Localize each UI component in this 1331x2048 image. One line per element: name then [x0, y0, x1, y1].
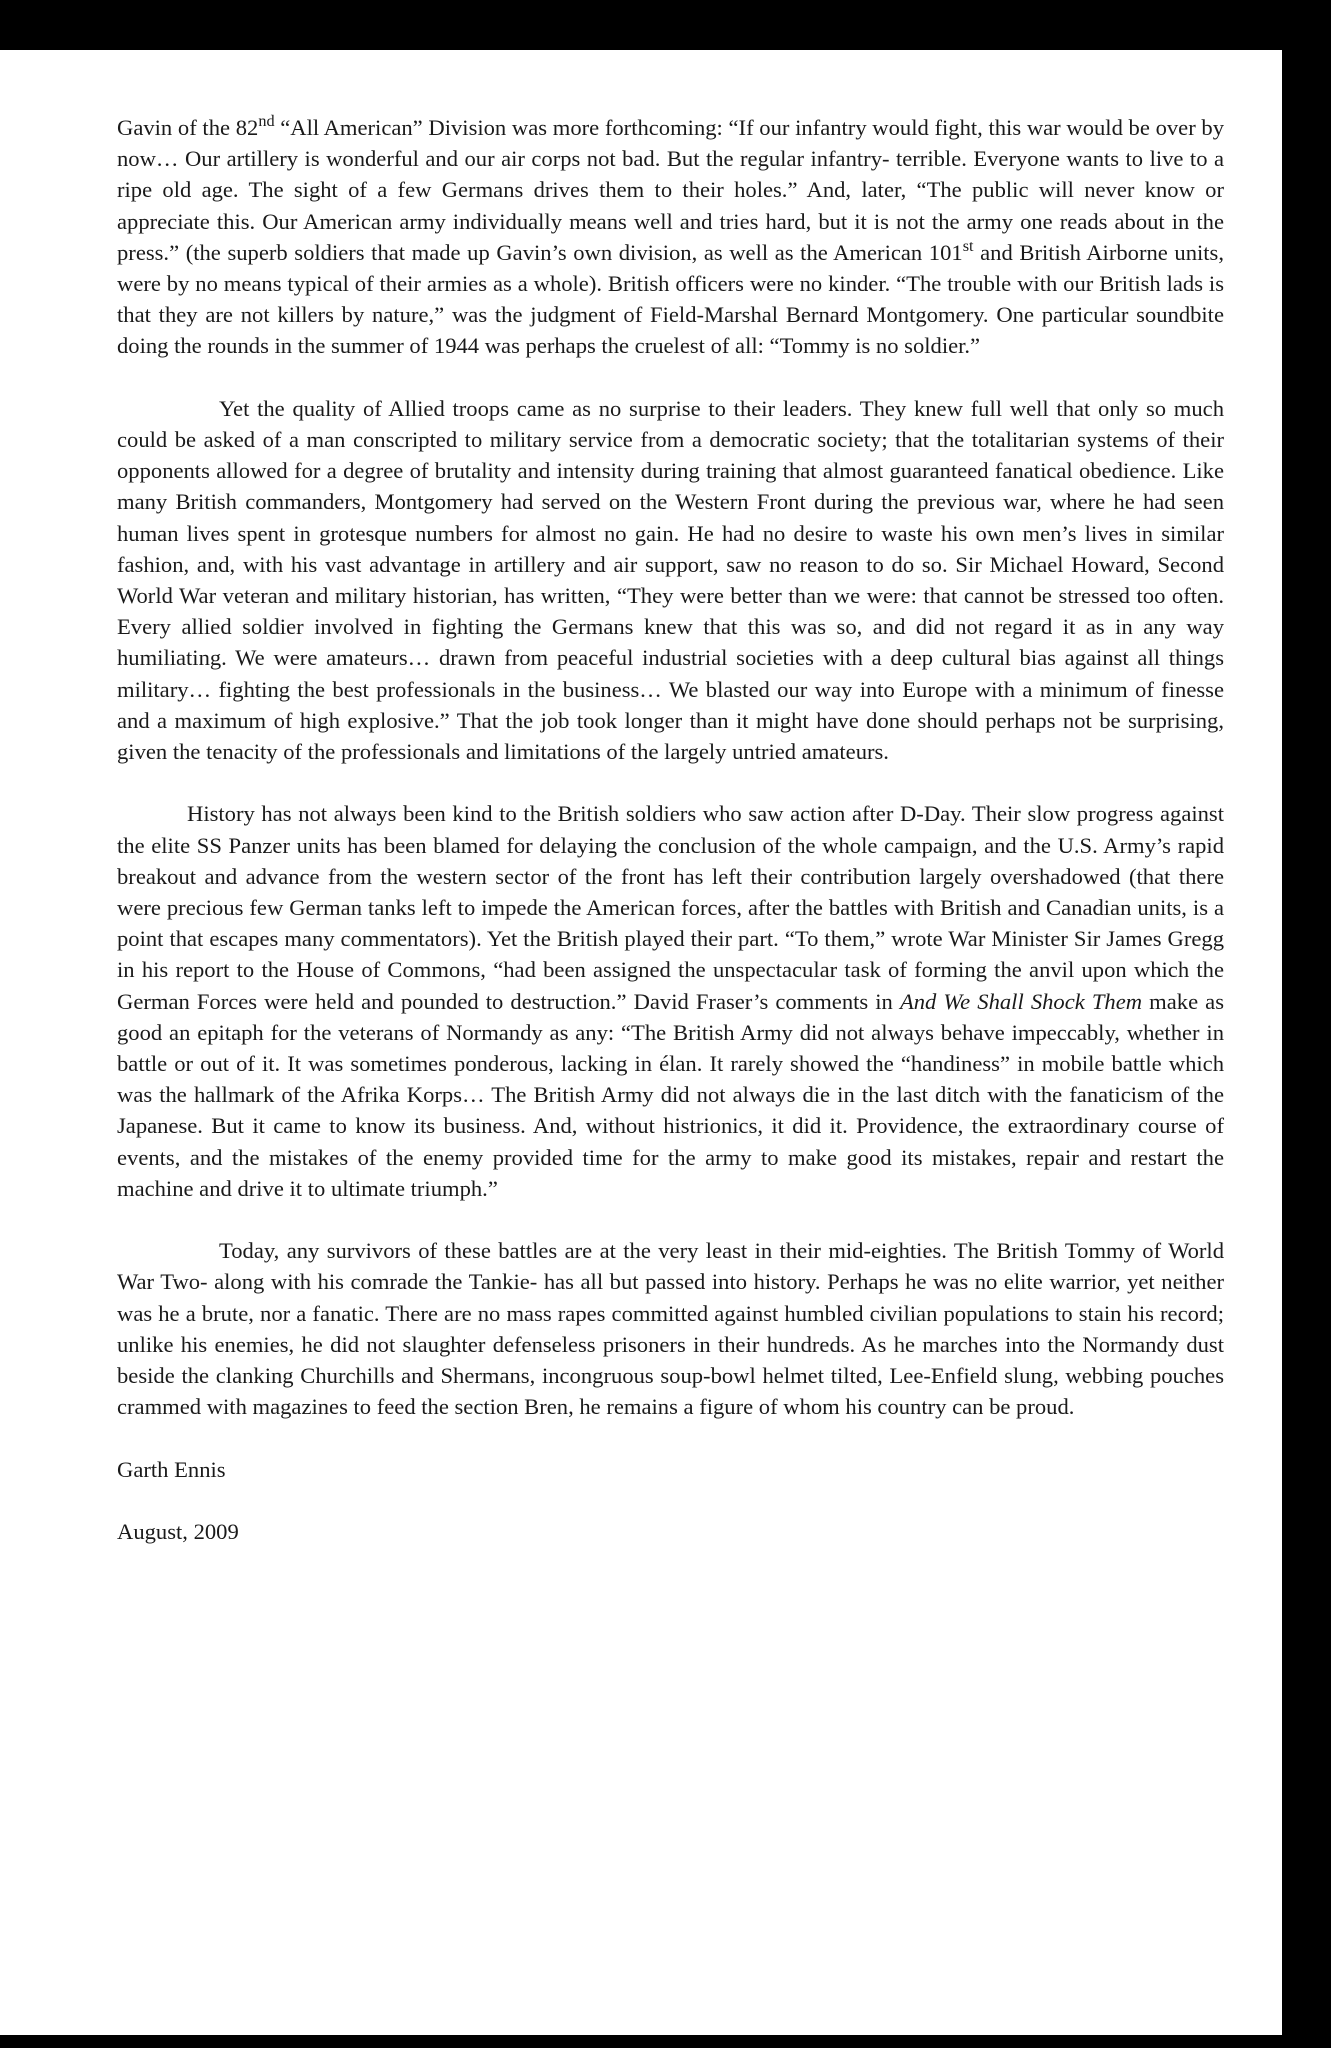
paragraph-1 — [117, 112, 1224, 362]
paragraph-1-part-b: “All American” Division was more forthcoming: “If our infantry would fight, this war would be over by now… Our artillery is wonderful and our air corps not bad. But the regular infantry- terrible. Everyone wants to live to a ripe old age. The sight of a few Germans drives them to their holes.” And, later, “The public will never know or appreciate this. Our American army individually means well and tries hard, but it is not the army one reads about in the press.” (the superb soldiers that made up Gavin’s own division, as well as the American 101 — [117, 115, 1224, 265]
paragraph-3-part-b: make as good an epitaph for the veterans of Normandy as any: “The British Army did not always behave impeccably, whether in battle or out of it. It was sometimes ponderous, lacking in élan. It rarely showed the “handiness” in mobile battle which was the hallmark of the Afrika Korps… The British Army did not always die in the last ditch with the fanaticism of the Japanese. But it came to know its business. And, without histrionics, it did it. Providence, the extraordinary course of events, and the mistakes of the enemy provided time for the army to make good its mistakes, repair and restart the machine and drive it to ultimate triumph.” — [117, 988, 1225, 1201]
paragraph-3-part-a: History has not always been kind to the British soldiers who saw action after D-Day. Their slow progress against the elite SS Panzer units has been blamed for delaying the conclusion of the whole campaign, and the U.S. Army’s rapid breakout and advance from the western sector of the front has left their contribution largely overshadowed (that there were precious few German tanks left to impede the American forces, after the battles with British and Canadian units, is a point that escapes many commentators). Yet the British played their part. “To them,” wrote War Minister Sir James Gregg in his report to the House of Commons, “had been assigned the unspectacular task of forming the anvil upon which the German Forces were held and pounded to destruction.” David Fraser’s comments in — [117, 801, 1224, 1014]
paragraph-2: Yet the quality of Allied troops came as no surprise to their leaders. They knew full well that only so much could be asked of a man conscripted to military service from a democratic society; that the totalitarian systems of their opponents allowed for a degree of brutality and intensity during training that almost guaranteed fanatical obedience. Like many British commanders, Montgomery had served on the Western Front during the previous war, where he had seen human lives spent in grotesque numbers for almost no gain. He had no desire to waste his own men’s lives in similar fashion, and, with his vast advantage in artillery and air support, saw no reason to do so. Sir Michael Howard, Second World War veteran and military historian, has written, “They were better than we were: that cannot be stressed too often. Every allied soldier involved in fighting the Germans knew that this was so, and did not regard it as in any way humiliating. We were amateurs… drawn from peaceful industrial societies with a deep cultural bias against all things military… fighting the best professionals in the business… We blasted our way into Europe with a minimum of finesse and a maximum of high explosive.” That the job took longer than it might have done should perhaps not be surprising, given the tenacity of the professionals and limitations of the largely untried amateurs. — [117, 395, 1224, 765]
paragraph-1-part-c: and British Airborne units, were by no means typical of their armies as a whole). British officers were no kinder. “The trouble with our British lads is that they are not killers by nature,” was the judgment of Field-Marshal Bernard Montgomery. One particular soundbite doing the rounds in the summer of 1944 was perhaps the cruelest of all: “Tommy is no soldier.” — [117, 239, 1224, 359]
superscript-st: st — [962, 236, 974, 255]
body-text — [117, 112, 1224, 1578]
author-signature: Garth Ennis — [117, 1456, 226, 1482]
document-page — [0, 50, 1282, 2035]
paragraph-4: Today, any survivors of these battles are at the very least in their mid-eighties. The British Tommy of World War Two- along with his comrade the Tankie- has all but passed into history. Perhaps he was no elite warrior, yet neither was he a brute, nor a fanatic. There are no mass rapes committed against humbled civilian populations to stain his record; unlike his enemies, he did not slaughter defenseless prisoners in their hundreds. As he marches into the Normandy dust beside the clanking Churchills and Shermans, incongruous soup-bowl helmet tilted, Lee-Enfield slung, webbing pouches crammed with magazines to feed the section Bren, he remains a figure of whom his country can be proud. — [117, 1238, 1224, 1420]
book-title: And We Shall Shock Them — [899, 988, 1143, 1014]
superscript-nd: nd — [258, 112, 275, 131]
paragraph-1-part-a: Gavin of the 82 — [117, 115, 259, 140]
paragraph-3 — [117, 798, 1224, 1204]
signature-date: August, 2009 — [117, 1519, 239, 1545]
